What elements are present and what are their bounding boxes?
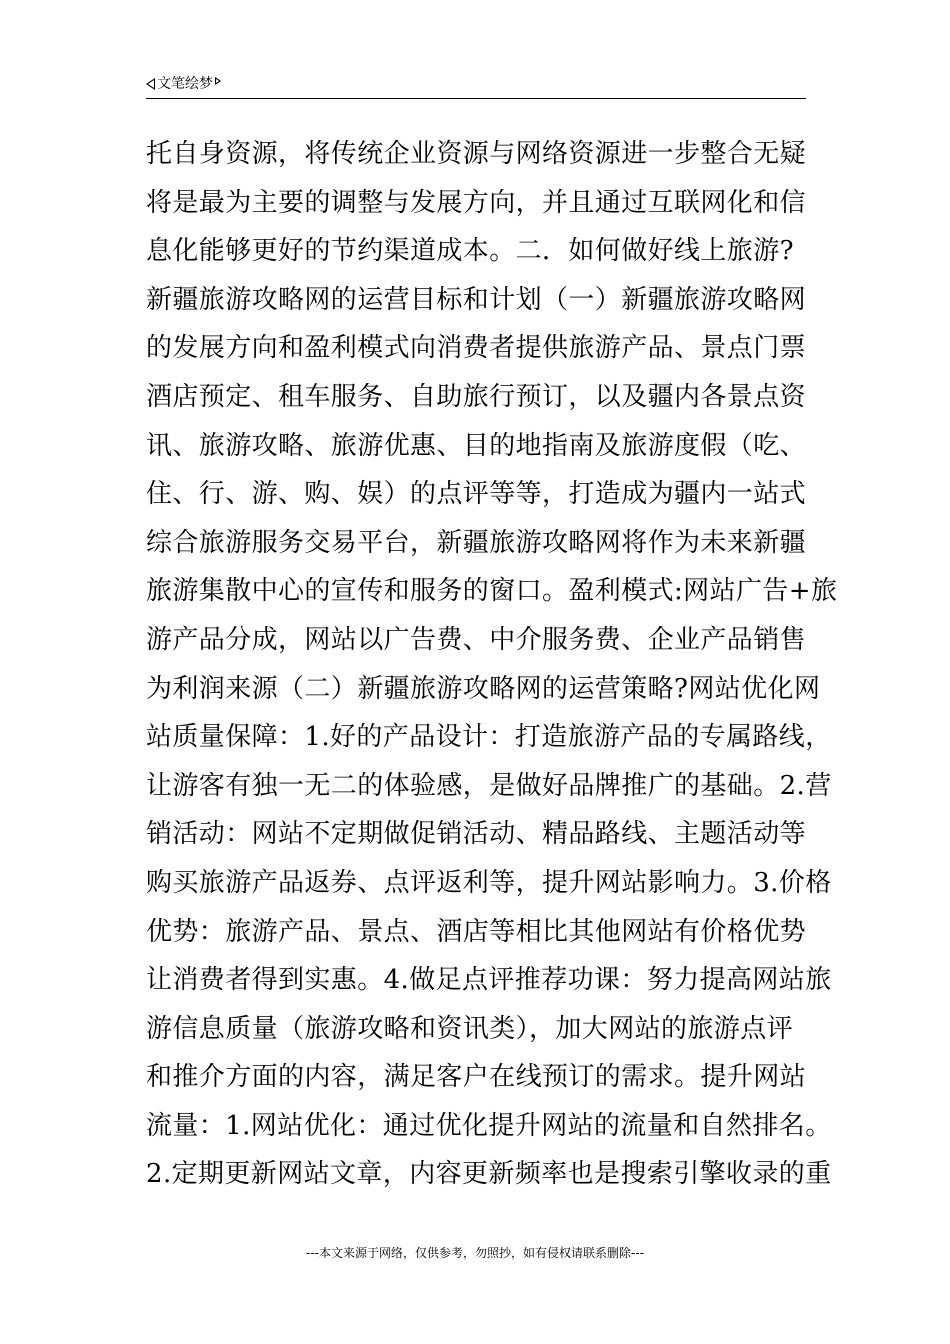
right-triangle-icon (215, 77, 221, 85)
body-line: 和推介方面的内容，满足客户在线预订的需求。提升网站 (146, 1062, 807, 1093)
body-line: 息化能够更好的节约渠道成本。二．如何做好线上旅游? (146, 236, 794, 267)
body-line: 为利润来源（二）新疆旅游攻略网的运营策略?网站优化网 (146, 673, 821, 704)
body-line: 讯、旅游攻略、旅游优惠、目的地指南及旅游度假（吃、 (146, 430, 807, 461)
body-line: 流量：1.网站优化：通过优化提升网站的流量和自然排名。 (146, 1110, 832, 1141)
body-line: 综合旅游服务交易平台，新疆旅游攻略网将作为未来新疆 (146, 527, 807, 558)
body-line: 让游客有独一无二的体验感，是做好品牌推广的基础。2.营 (146, 770, 832, 801)
body-line: 游信息质量（旅游攻略和资讯类），加大网站的旅游点评 (146, 1013, 794, 1044)
left-triangle-icon (146, 78, 155, 90)
body-line: 酒店预定、租车服务、自助旅行预订，以及疆内各景点资 (146, 381, 807, 412)
page-header (146, 76, 806, 99)
body-line: 2.定期更新网站文章，内容更新频率也是搜索引擎收录的重 (146, 1159, 832, 1190)
body-line: 让消费者得到实惠。4.做足点评推荐功课：努力提高网站旅 (146, 965, 832, 996)
body-line: 新疆旅游攻略网的运营目标和计划（一）新疆旅游攻略网 (146, 284, 807, 315)
header-brand (146, 76, 221, 92)
body-line: 旅游集散中心的宣传和服务的窗口。盈利模式:网站广告+旅 (146, 576, 838, 607)
body-line: 托自身资源，将传统企业资源与网络资源进一步整合无疑 (146, 139, 807, 169)
page-footer: ---本文来源于网络，仅供参考，勿照抄，如有侵权请联系删除--- (306, 1246, 644, 1260)
body-line: 住、行、游、购、娱）的点评等等，打造成为疆内一站式 (146, 479, 807, 510)
body-line: 优势：旅游产品、景点、酒店等相比其他网站有价格优势 (146, 916, 807, 947)
body-line: 游产品分成，网站以广告费、中介服务费、企业产品销售 (146, 624, 807, 655)
body-line: 站质量保障：1.好的产品设计：打造旅游产品的专属路线， (146, 722, 832, 753)
body-line: 销活动：网站不定期做促销活动、精品路线、主题活动等 (146, 819, 807, 850)
header-title: 文笔绘梦 (157, 76, 213, 92)
body-line: 购买旅游产品返券、点评返利等，提升网站影响力。3.价格 (146, 867, 832, 898)
body-line: 的发展方向和盈利模式向消费者提供旅游产品、景点门票 (146, 333, 807, 364)
document-body (146, 130, 838, 1199)
body-line: 将是最为主要的调整与发展方向，并且通过互联网化和信 (146, 187, 807, 218)
